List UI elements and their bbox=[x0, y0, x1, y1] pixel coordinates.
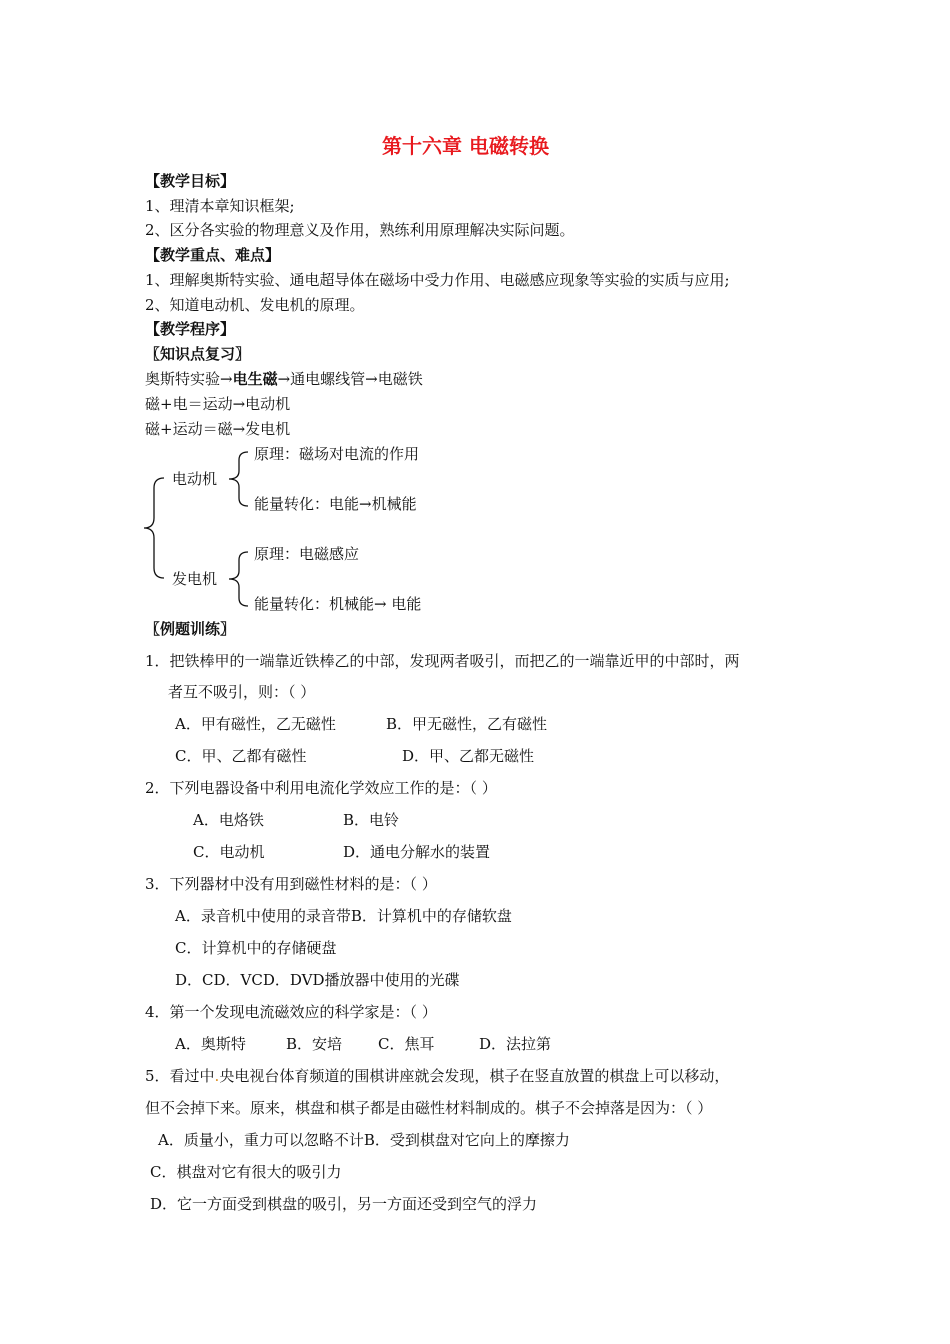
option-ab: A．质量小，重力可以忽略不计B．受到棋盘对它向上的摩擦力 bbox=[158, 1131, 570, 1149]
key-heading: 【教学重点、难点】 bbox=[145, 246, 281, 264]
question-5-cont: 但不会掉下来。原来，棋盘和棋子都是由磁性材料制成的。棋子不会掉落是因为：（ ） bbox=[145, 1099, 713, 1117]
question-2: 2．下列电器设备中利用电流化学效应工作的是：（ ） bbox=[145, 779, 497, 797]
question-1: 1．把铁棒甲的一端靠近铁棒乙的中部，发现两者吸引，而把乙的一端靠近甲的中部时，两 bbox=[145, 652, 740, 670]
key-item: 2、知道电动机、发电机的原理。 bbox=[145, 296, 365, 314]
examples-heading: 〖例题训练〗 bbox=[145, 620, 236, 638]
review-line: 磁+电＝运动→电动机 bbox=[145, 395, 291, 413]
option-a: A．奥斯特 bbox=[175, 1035, 246, 1053]
review-line-part: 奥斯特实验→ bbox=[145, 370, 233, 388]
option-a: A．电烙铁 bbox=[193, 811, 264, 829]
motor-node: 电动机 bbox=[172, 470, 218, 488]
review-line-part: →通电螺线管→电磁铁 bbox=[277, 370, 423, 388]
review-line bbox=[145, 372, 423, 387]
option-c: C．电动机 bbox=[193, 843, 265, 861]
generator-energy: 能量转化：机械能→ 电能 bbox=[254, 595, 422, 613]
option-d: D．法拉第 bbox=[479, 1035, 552, 1053]
outer-brace bbox=[142, 474, 166, 582]
option-b: B．电铃 bbox=[343, 811, 400, 829]
option-b: B．安培 bbox=[286, 1035, 343, 1053]
option-b: B．甲无磁性，乙有磁性 bbox=[386, 715, 548, 733]
question-4: 4．第一个发现电流磁效应的科学家是：（ ） bbox=[145, 1003, 437, 1021]
motor-principle: 原理：磁场对电流的作用 bbox=[254, 445, 420, 463]
motor-energy: 能量转化：电能→机械能 bbox=[254, 495, 417, 513]
option-d: D．通电分解水的装置 bbox=[343, 843, 491, 861]
motor-brace bbox=[226, 448, 250, 510]
goals-heading: 【教学目标】 bbox=[145, 172, 236, 190]
question-3: 3．下列器材中没有用到磁性材料的是：（ ） bbox=[145, 875, 437, 893]
option-d: D．它一方面受到棋盘的吸引，另一方面还受到空气的浮力 bbox=[150, 1195, 538, 1213]
goal-item: 1、理清本章知识框架; bbox=[145, 197, 295, 215]
option-ab: A．录音机中使用的录音带B．计算机中的存储软盘 bbox=[175, 907, 512, 925]
key-item: 1、理解奥斯特实验、通电超导体在磁场中受力作用、电磁感应现象等实验的实质与应用; bbox=[145, 271, 730, 289]
question-1-cont: 者互不吸引，则：（ ） bbox=[168, 683, 316, 701]
review-line-emphasis: 电生磁 bbox=[232, 370, 278, 388]
option-a: A．甲有磁性，乙无磁性 bbox=[175, 715, 336, 733]
generator-brace bbox=[226, 548, 250, 610]
procedure-heading: 【教学程序】 bbox=[145, 320, 236, 338]
generator-node: 发电机 bbox=[172, 570, 218, 588]
option-d: D．甲、乙都无磁性 bbox=[402, 747, 535, 765]
page-title: 第十六章 电磁转换 bbox=[382, 134, 549, 158]
review-heading: 〖知识点复习〗 bbox=[145, 345, 251, 363]
question-5 bbox=[145, 1069, 729, 1084]
option-d: D．CD．VCD．DVD播放器中使用的光碟 bbox=[175, 971, 460, 989]
review-line: 磁+运动＝磁→发电机 bbox=[145, 420, 291, 438]
question-5-part: 央电视台体育频道的围棋讲座就会发现，棋子在竖直放置的棋盘上可以移动， bbox=[219, 1067, 730, 1085]
generator-principle: 原理：电磁感应 bbox=[254, 545, 360, 563]
question-5-part: 5．看过中 bbox=[145, 1067, 215, 1085]
goal-item: 2、区分各实验的物理意义及作用，熟练利用原理解决实际问题。 bbox=[145, 221, 575, 239]
option-c: C．计算机中的存储硬盘 bbox=[175, 939, 337, 957]
option-c: C．棋盘对它有很大的吸引力 bbox=[150, 1163, 342, 1181]
option-c: C．甲、乙都有磁性 bbox=[175, 747, 307, 765]
stray-mark: . bbox=[214, 1067, 220, 1085]
option-c: C．焦耳 bbox=[378, 1035, 435, 1053]
